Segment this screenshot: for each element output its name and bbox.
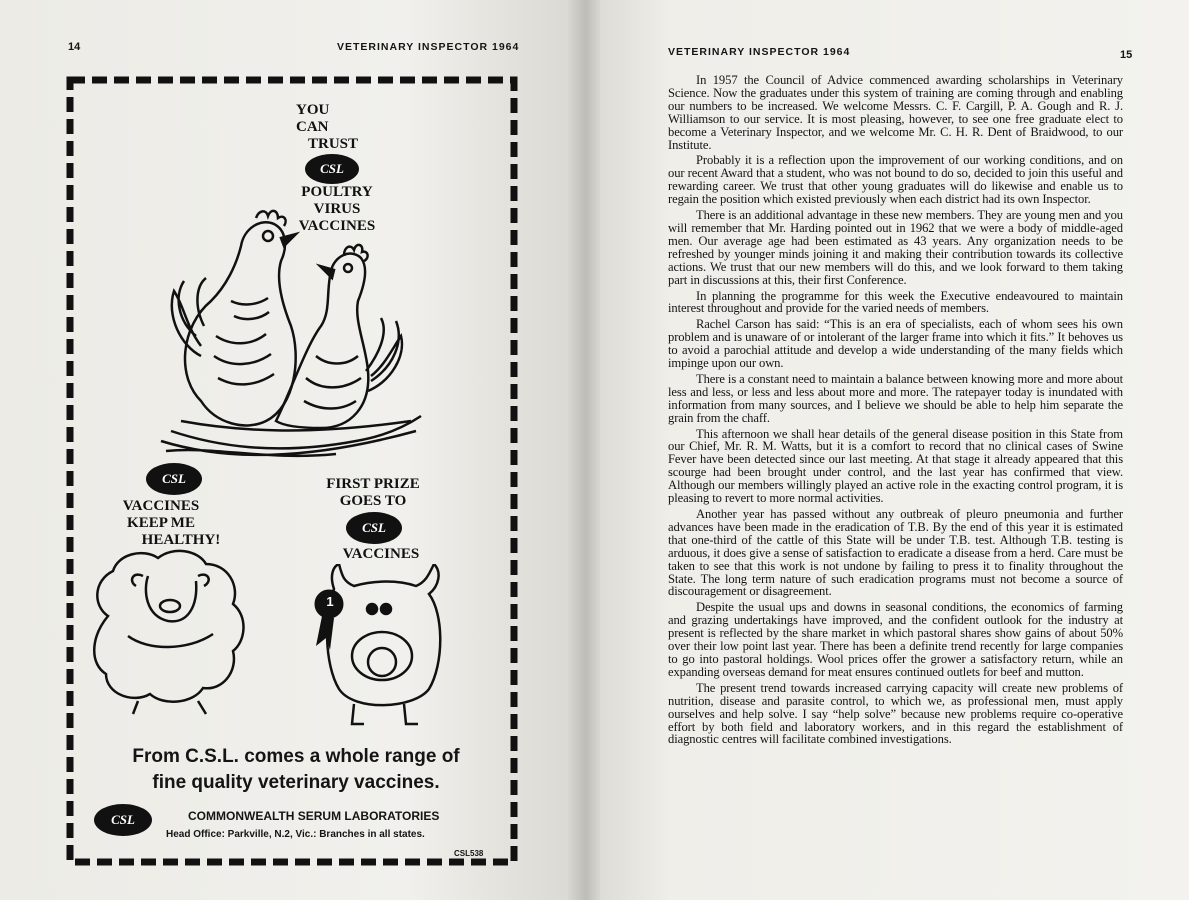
cow-eye [381,604,391,614]
nest-straw [161,416,421,456]
sheep-fleece [94,551,243,702]
sheep-smile-fleece [128,634,213,647]
csl-logo [305,154,359,184]
logo-text: CSL [162,471,186,486]
paragraph: This afternoon we shall hear details of the general disease position in this State from our Chief, Mr. R. M. Watts, but it is a comfort to record that no clinical cases of Swine Fever have been detected since our last meeting. At that stage it already appeared that this scourge had been brought under control, and the last year has confirmed that view. Although our members willingly played an active role in the exacting control program, it is pleasing to revert to more normal activities. [668,426,1123,506]
logo-text: CSL [362,520,386,535]
heading-line: CAN [296,119,329,135]
caption-line: FIRST PRIZE [326,476,420,492]
running-head-left: VETERINARY INSPECTOR 1964 [337,41,520,53]
left-hen-neck-feathers [231,298,269,319]
ad-code: CSL538 [454,849,484,858]
cow-caption-bottom: VACCINES [342,546,420,562]
product-line: VIRUS [313,201,361,217]
poultry-heading [296,102,359,153]
sheep-illustration [88,546,253,716]
logo-text: CSL [320,161,344,176]
left-hen-feathers [214,334,274,384]
csl-logo-footer [94,804,152,836]
page-number-left: 14 [68,41,81,53]
csl-logo-sheep [146,463,202,495]
paragraph: There is an additional advantage in these new members. They are young men and you will remember that Mr. Harding pointed out in 1962 that we were a body of middle-aged men. Our average age had been estimated as 43 years. Any organization needs to be refreshed by younger minds joining it and making their contribution towards its collective actions. We trust that our new members will do this, and we look forward to them taking part in discussions at this, their first Conference. [668,208,1123,287]
heading-line: TRUST [308,136,359,152]
sheep-muzzle [160,600,180,612]
paragraph: In planning the programme for this week the Executive endeavoured to maintain interest throughout and provide for the varied needs of members. [668,288,1123,316]
company-name: COMMONWEALTH SERUM LABORATORIES [188,809,440,823]
caption-line: HEALTHY! [141,532,221,548]
paragraph: Rachel Carson has said: “This is an era of specialists, each of whom sees his own problem and is unaware of or intolerant of the larger frame into which it fits.” It behoves us to avoid a parochial attitude and develop a wide understanding of the many fields which impinge upon our own. [668,317,1123,371]
product-line: VACCINES [298,218,376,234]
csl-advertisement [66,76,518,866]
rosette-number: 1 [326,594,334,609]
page-number-right: 15 [1120,49,1133,61]
paragraph: Probably it is a reflection upon the improvement of our working conditions, and on our recent Award that a student, who was not bound to do so, decided to join this useful and rewarding career. We trust that other young graduates will do likewise and enable us to regain the position which existed previously when each district had its own Inspector. [668,153,1123,207]
cow-illustration [304,564,449,729]
heading-line: YOU [296,102,330,118]
paragraph: Another year has passed without any outbreak of pleuro pneumonia and further advances have been made in the eradication of T.B. By the end of this year it is estimated that one-third of the cattle of this State will be under T.B. test. Although T.B. testing is arduous, it does give a sense of satisfaction to eradicate a disease from a herd. Care must be taken to see that this work is not undone by failing to press it to finality throughout the State. The long term nature of such eradication programs must not become a source of discouragement or disagreement. [668,507,1123,599]
article-body [668,74,1123,749]
cow-snout [352,632,412,680]
caption-line: GOES TO [339,493,407,509]
sheep-caption [106,498,256,549]
paragraph: Despite the usual ups and downs in seasonal conditions, the economics of farming and grazing undertakings have improved, and the confident outlook for the industry at present is reflected by the share market in which pastoral shares show gains of about 50% over their low point last year. There has been a definite trend recently for large companies to go into pastoral holdings. Wool prices offer the grower a satisfactory return, while an expanding overseas demand for meat ensures continued outlets for beef and mutton. [668,600,1123,679]
caption-line: KEEP ME [127,515,195,531]
product-line: POULTRY [301,184,373,200]
right-page [600,0,1189,900]
sheep-face [146,576,196,621]
paragraph: There is a constant need to maintain a balance between knowing more and more about less and less, or less and less about more and more. The ratepayer today is inundated with information from many sources, and I believe we should be able to help him separate the grain from the chaff. [668,371,1123,425]
left-hen-tail [172,278,206,356]
headline-line: From C.S.L. comes a whole range of [132,746,460,767]
paragraph: The present trend towards increased carrying capacity will create new problems of nutrition, disease and parasite control, to which we, as professional men, must apply ourselves and help solve. I say “help solve” because new problems require co-operative effort by both field and laboratory workers, and in this regard the establishment of diagnostic centres will facilitate combined investigations. [668,680,1123,747]
csl-logo-cow [346,512,402,544]
cow-legs [352,704,418,724]
cow-body [327,564,440,705]
right-hen-tail [366,318,402,391]
headline-line: fine quality veterinary vaccines. [152,772,440,793]
cow-nose-ring [368,648,396,676]
ad-headline [86,744,506,796]
left-hen-eye [263,231,273,241]
left-page [0,0,580,900]
running-head-right: VETERINARY INSPECTOR 1964 [668,46,851,58]
company-address: Head Office: Parkville, N.2, Vic.: Branches in all states. [166,829,425,840]
paragraph: In 1957 the Council of Advice commenced awarding scholarships in Veterinary Science. Now the graduates under this system of training are coming through and enabling our numbers to be increased. We welcome Messrs. C. F. Cargill, P. A. Gough and R. J. Williamson to our service. It is most pleasing, however, to see one free graduate elect to become a Veterinary Inspector, and we welcome Mr. C. H. R. Dent of Braidwood, to our Institute. [668,73,1123,152]
right-hen-eye [344,264,352,272]
cow-eye [367,604,377,614]
cow-caption-top [318,476,428,510]
caption-line: VACCINES [122,498,200,514]
sheep-legs [133,701,206,714]
hens-illustration [156,206,426,461]
logo-text: CSL [111,812,135,827]
right-hen-feathers [304,356,361,409]
